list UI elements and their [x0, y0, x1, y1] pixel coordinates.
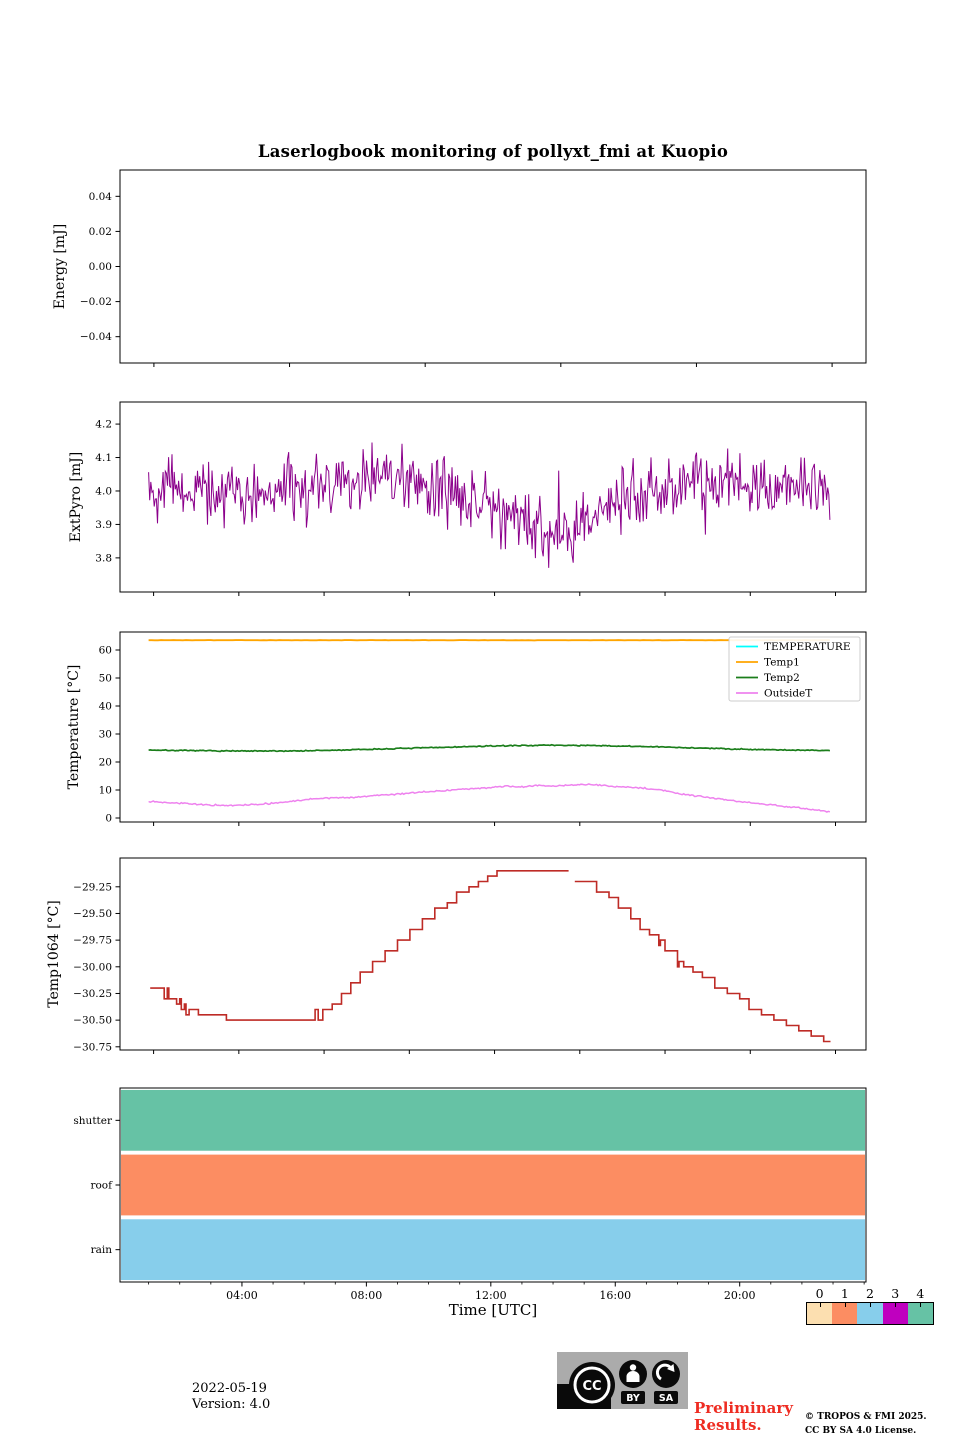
y-tick-label: 0.02 — [88, 225, 112, 238]
y-tick-label: 0 — [105, 812, 112, 825]
cc-text: CC — [582, 1379, 602, 1394]
y-tick-label: −30.00 — [73, 961, 112, 974]
date-text: 2022-05-19 — [192, 1381, 267, 1396]
colorbar-segment-1 — [832, 1303, 857, 1324]
y-tick-label: 3.9 — [95, 518, 112, 531]
x-axis-label: Time [UTC] — [448, 1301, 538, 1319]
x-tick-label: 04:00 — [226, 1289, 258, 1302]
row-label-roof: roof — [90, 1179, 112, 1192]
colorbar-segment-2 — [857, 1303, 882, 1324]
y-tick-label: 4.2 — [95, 418, 112, 431]
series-OutsideT — [149, 784, 830, 812]
x-tick-label: 08:00 — [350, 1289, 383, 1302]
y-axis-label: ExtPyro [mJ] — [68, 451, 84, 543]
colorbar-bar — [806, 1302, 934, 1325]
y-axis-label: Energy [mJ] — [52, 223, 68, 310]
y-tick-label: −30.75 — [73, 1041, 112, 1054]
series-Temp1064-segment-0 — [150, 871, 568, 1020]
y-tick-label: 10 — [98, 784, 112, 797]
status-colorbar — [806, 1286, 934, 1328]
y-tick-label: 4.0 — [95, 485, 112, 498]
status-bar-rain — [121, 1219, 865, 1280]
status-bar-roof — [121, 1155, 865, 1216]
y-tick-label: −30.25 — [73, 987, 112, 1000]
colorbar-tick-label: 2 — [866, 1286, 874, 1301]
status-bar-shutter — [121, 1090, 865, 1151]
y-tick-label: −29.75 — [73, 934, 112, 947]
y-tick-label: 20 — [98, 756, 112, 769]
y-tick-label: 3.8 — [95, 552, 112, 565]
series-Temp1064-segment-1 — [575, 882, 831, 1042]
y-tick-label: 4.1 — [95, 452, 112, 465]
y-tick-label: 60 — [98, 644, 112, 657]
colorbar-tick-label: 4 — [916, 1286, 925, 1301]
legend — [729, 637, 860, 701]
legend-label-TEMPERATURE: TEMPERATURE — [764, 641, 851, 653]
chart-temp1064 — [0, 830, 960, 1082]
colorbar-segment-0 — [807, 1303, 832, 1324]
y-axis-label: Temp1064 [°C] — [46, 900, 62, 1008]
legend-label-Temp2: Temp2 — [764, 672, 800, 684]
cc-by-sa-badge — [557, 1352, 688, 1409]
y-tick-label: −30.50 — [73, 1014, 112, 1027]
colorbar-tick-label: 3 — [891, 1286, 900, 1301]
y-tick-label: 40 — [98, 700, 112, 713]
chart-extpyro — [0, 374, 960, 624]
y-tick-label: −0.04 — [79, 331, 112, 344]
legend-label-Temp1: Temp1 — [764, 656, 800, 669]
colorbar-tick-label: 1 — [840, 1286, 849, 1301]
chart-status — [0, 1060, 960, 1314]
figure-title: Laserlogbook monitoring of pollyxt_fmi at Kuopio — [257, 142, 729, 161]
x-tick-label: 12:00 — [474, 1289, 507, 1302]
series-Temp2 — [149, 745, 830, 752]
y-tick-label: 0.00 — [88, 261, 112, 273]
y-tick-label: 30 — [98, 728, 112, 741]
y-tick-label: 50 — [98, 672, 112, 685]
row-label-shutter: shutter — [73, 1114, 112, 1127]
y-tick-label: 0.04 — [88, 190, 112, 203]
y-tick-label: −29.50 — [73, 907, 112, 920]
colorbar-segment-4 — [908, 1303, 933, 1324]
x-tick-label: 20:00 — [723, 1289, 756, 1302]
footer-date-block — [192, 1381, 270, 1414]
colorbar-segment-3 — [883, 1303, 908, 1324]
chart-temperature — [0, 604, 960, 854]
preliminary-note: Preliminary Results. — [694, 1399, 793, 1434]
chart-energy — [0, 142, 960, 395]
x-tick-label: 16:00 — [599, 1289, 632, 1302]
y-tick-label: −29.25 — [73, 881, 112, 894]
y-axis-label: Temperature [°C] — [66, 664, 82, 790]
copyright-note: © TROPOS & FMI 2025. CC BY SA 4.0 License. — [805, 1412, 927, 1436]
version-text: Version: 4.0 — [192, 1397, 271, 1413]
y-tick-label: −0.02 — [79, 296, 112, 309]
by-label: BY — [626, 1393, 640, 1404]
colorbar-tick-label: 0 — [815, 1286, 824, 1301]
legend-label-OutsideT: OutsideT — [764, 687, 813, 700]
row-label-rain: rain — [90, 1244, 112, 1257]
sa-label: SA — [658, 1393, 674, 1404]
series-ExtPyro — [149, 443, 830, 568]
